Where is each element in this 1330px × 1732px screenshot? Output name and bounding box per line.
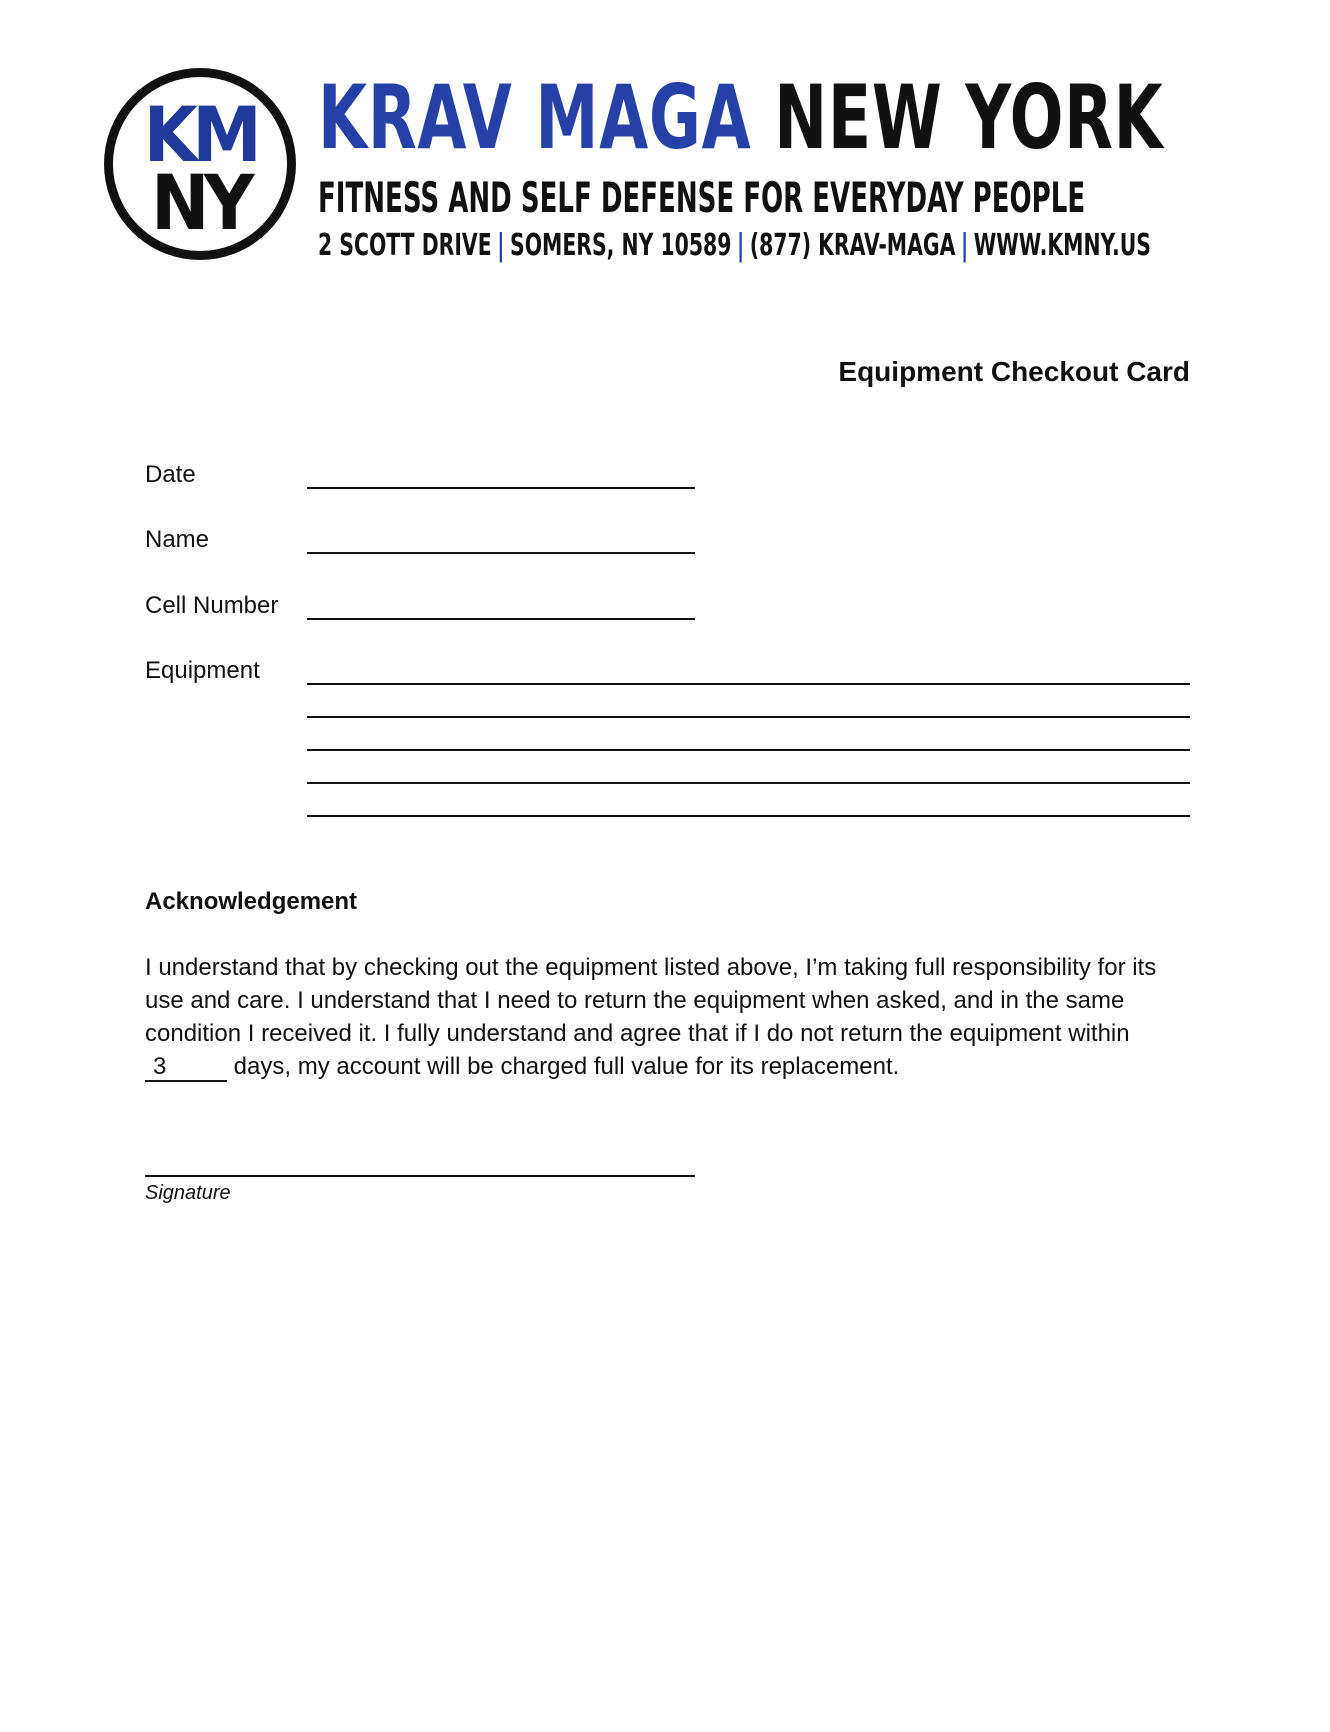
brand-name-part2: NEW YORK [774,66,1164,169]
letterhead [104,66,1164,278]
cell-number-blank-line [307,618,695,620]
signature-line [145,1175,695,1177]
kmny-logo [104,68,296,260]
date-blank-line [307,487,695,489]
brand-name-part1: KRAV MAGA [318,66,752,169]
contact-separator: | [736,228,745,263]
signature-label: Signature [145,1182,231,1204]
brand-tagline: FITNESS AND SELF DEFENSE FOR EVERYDAY PEOPLE [318,173,1086,222]
contact-line [318,228,1151,263]
contact-address: 2 SCOTT DRIVE [318,228,492,263]
equipment-blank-line [307,749,1190,751]
name-blank-line [307,552,695,554]
contact-website: WWW.KMNY.US [973,228,1151,263]
acknowledgement-text-start: I understand that by checking out the equipment listed above, I’m taking full responsibility for its use and care. I understand that I need to return the equipment when asked, and in the same condition I received it. I fully understand and agree that if I do not return the equipment within [145,954,1157,1047]
equipment-label: Equipment [145,657,260,684]
equipment-blank-line [307,716,1190,718]
acknowledgement-text-end: days, my account will be charged full value for its replacement. [227,1053,900,1080]
acknowledgement-text [145,951,1195,1083]
brand-name [318,66,1164,169]
document-title: Equipment Checkout Card [838,356,1190,387]
contact-separator: | [960,228,969,263]
date-label: Date [145,461,196,488]
name-label: Name [145,526,210,553]
contact-separator: | [497,228,505,263]
equipment-blank-line [307,815,1190,817]
cell-number-label: Cell Number [145,592,279,619]
acknowledgement-heading: Acknowledgement [145,888,358,915]
contact-city: SOMERS, NY 10589 [510,228,732,263]
logo-text-top: KM [143,90,257,179]
return-days-value: 3 [145,1054,227,1082]
equipment-blank-line [307,683,1190,685]
contact-phone: (877) KRAV-MAGA [749,228,956,263]
logo-text-bottom: NY [150,158,250,247]
equipment-blank-line [307,782,1190,784]
